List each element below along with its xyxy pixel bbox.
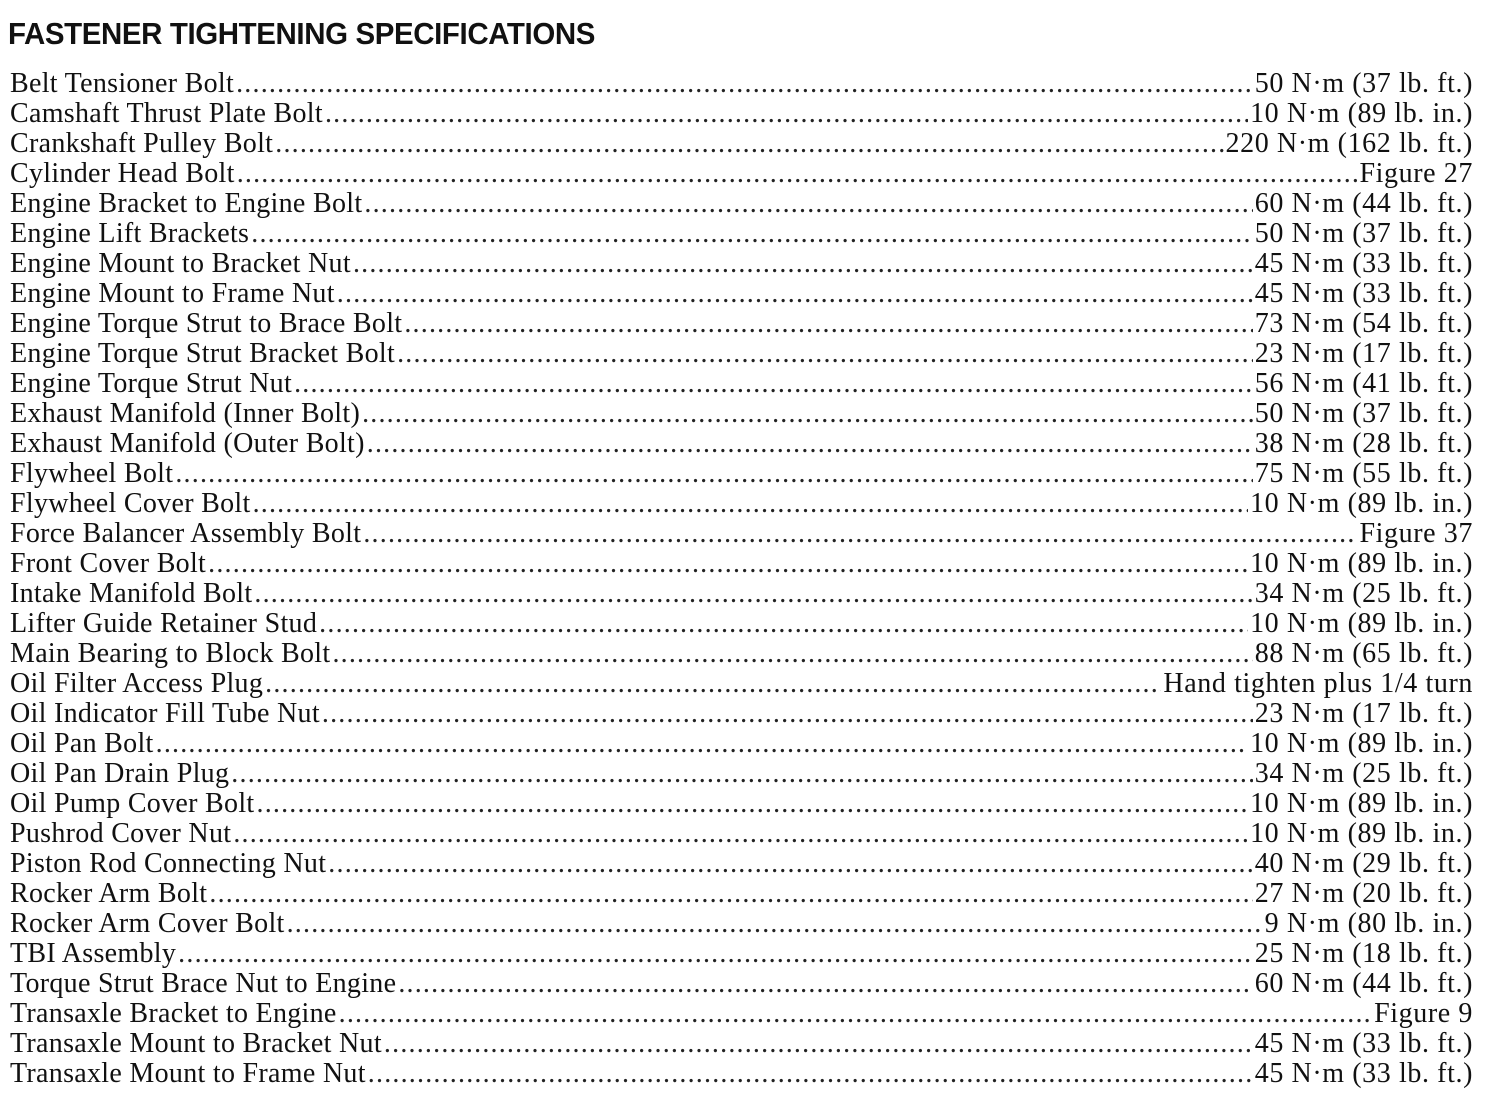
dot-leader <box>254 579 1252 609</box>
spec-row <box>10 639 1473 669</box>
spec-row <box>10 789 1473 819</box>
dot-leader <box>319 609 1248 639</box>
dot-leader <box>294 369 1253 399</box>
spec-value: 40 N·m (29 lb. ft.) <box>1254 849 1473 879</box>
spec-row <box>10 69 1473 99</box>
dot-leader <box>237 159 1358 189</box>
spec-name: Oil Pan Drain Plug <box>10 759 230 789</box>
spec-name: Torque Strut Brace Nut to Engine <box>10 969 397 999</box>
spec-row <box>10 549 1473 579</box>
spec-row <box>10 429 1473 459</box>
spec-value: 34 N·m (25 lb. ft.) <box>1254 579 1473 609</box>
dot-leader <box>325 99 1248 129</box>
spec-name: Oil Indicator Fill Tube Nut <box>10 699 320 729</box>
spec-row <box>10 819 1473 849</box>
spec-value: 10 N·m (89 lb. in.) <box>1250 789 1473 819</box>
dot-leader <box>257 789 1249 819</box>
spec-value: 45 N·m (33 lb. ft.) <box>1254 249 1473 279</box>
spec-name: Rocker Arm Bolt <box>10 879 208 909</box>
dot-leader <box>368 1059 1253 1089</box>
spec-name: Flywheel Cover Bolt <box>10 489 251 519</box>
spec-value: 34 N·m (25 lb. ft.) <box>1254 759 1473 789</box>
spec-name: Engine Mount to Bracket Nut <box>10 249 351 279</box>
spec-name: Main Bearing to Block Bolt <box>10 639 331 669</box>
spec-row <box>10 699 1473 729</box>
spec-value: 75 N·m (55 lb. ft.) <box>1254 459 1473 489</box>
spec-name: Engine Torque Strut to Brace Bolt <box>10 309 403 339</box>
dot-leader <box>231 759 1252 789</box>
dot-leader <box>175 459 1252 489</box>
dot-leader <box>332 639 1252 669</box>
spec-value: 27 N·m (20 lb. ft.) <box>1254 879 1473 909</box>
dot-leader <box>275 129 1223 159</box>
dot-leader <box>209 879 1252 909</box>
dot-leader <box>208 549 1248 579</box>
spec-row <box>10 759 1473 789</box>
dot-leader <box>353 249 1253 279</box>
spec-name: Transaxle Mount to Frame Nut <box>10 1059 366 1089</box>
dot-leader <box>362 399 1253 429</box>
spec-row <box>10 99 1473 129</box>
spec-row <box>10 189 1473 219</box>
dot-leader <box>236 69 1253 99</box>
spec-row <box>10 399 1473 429</box>
spec-row <box>10 939 1473 969</box>
spec-value: 88 N·m (65 lb. ft.) <box>1254 639 1473 669</box>
spec-name: Exhaust Manifold (Inner Bolt) <box>10 399 361 429</box>
dot-leader <box>156 729 1248 759</box>
spec-name: Engine Torque Strut Bracket Bolt <box>10 339 396 369</box>
dot-leader <box>397 339 1253 369</box>
spec-value: 10 N·m (89 lb. in.) <box>1250 99 1473 129</box>
spec-row <box>10 1029 1473 1059</box>
spec-row <box>10 219 1473 249</box>
spec-name: Cylinder Head Bolt <box>10 159 235 189</box>
spec-value: 45 N·m (33 lb. ft.) <box>1254 1029 1473 1059</box>
spec-name: TBI Assembly <box>10 939 177 969</box>
spec-name: Force Balancer Assembly Bolt <box>10 519 362 549</box>
spec-value: 56 N·m (41 lb. ft.) <box>1254 369 1473 399</box>
spec-row <box>10 339 1473 369</box>
dot-leader <box>363 519 1357 549</box>
spec-value: 38 N·m (28 lb. ft.) <box>1254 429 1473 459</box>
spec-value: 50 N·m (37 lb. ft.) <box>1254 69 1473 99</box>
spec-row <box>10 729 1473 759</box>
spec-value: 10 N·m (89 lb. in.) <box>1250 489 1473 519</box>
dot-leader <box>233 819 1248 849</box>
spec-name: Crankshaft Pulley Bolt <box>10 129 274 159</box>
spec-value: 50 N·m (37 lb. ft.) <box>1254 399 1473 429</box>
spec-row <box>10 609 1473 639</box>
spec-name: Camshaft Thrust Plate Bolt <box>10 99 323 129</box>
spec-row <box>10 909 1473 939</box>
spec-value: 50 N·m (37 lb. ft.) <box>1254 219 1473 249</box>
spec-name: Lifter Guide Retainer Stud <box>10 609 318 639</box>
spec-value: 45 N·m (33 lb. ft.) <box>1254 1059 1473 1089</box>
spec-value: 45 N·m (33 lb. ft.) <box>1254 279 1473 309</box>
spec-value: 60 N·m (44 lb. ft.) <box>1254 969 1473 999</box>
spec-value: 220 N·m (162 lb. ft.) <box>1225 129 1473 159</box>
spec-value: 10 N·m (89 lb. in.) <box>1250 819 1473 849</box>
spec-name: Belt Tensioner Bolt <box>10 69 235 99</box>
spec-name: Exhaust Manifold (Outer Bolt) <box>10 429 365 459</box>
spec-name: Front Cover Bolt <box>10 549 207 579</box>
spec-value: 9 N·m (80 lb. in.) <box>1264 909 1473 939</box>
spec-row <box>10 1059 1473 1089</box>
dot-leader <box>364 189 1252 219</box>
spec-name: Engine Bracket to Engine Bolt <box>10 189 363 219</box>
dot-leader <box>253 489 1248 519</box>
spec-value: Hand tighten plus 1/4 turn <box>1163 669 1473 699</box>
page-title: FASTENER TIGHTENING SPECIFICATIONS <box>8 16 596 51</box>
dot-leader <box>339 999 1372 1029</box>
dot-leader <box>404 309 1252 339</box>
spec-row <box>10 159 1473 189</box>
spec-name: Engine Mount to Frame Nut <box>10 279 335 309</box>
spec-row <box>10 369 1473 399</box>
spec-row <box>10 879 1473 909</box>
spec-row <box>10 459 1473 489</box>
spec-row <box>10 969 1473 999</box>
spec-value: 23 N·m (17 lb. ft.) <box>1254 339 1473 369</box>
spec-row <box>10 579 1473 609</box>
spec-row <box>10 669 1473 699</box>
dot-leader <box>398 969 1252 999</box>
spec-row <box>10 519 1473 549</box>
spec-row <box>10 279 1473 309</box>
spec-value: Figure 37 <box>1359 519 1473 549</box>
spec-value: 25 N·m (18 lb. ft.) <box>1254 939 1473 969</box>
spec-value: 60 N·m (44 lb. ft.) <box>1254 189 1473 219</box>
spec-value: 23 N·m (17 lb. ft.) <box>1254 699 1473 729</box>
dot-leader <box>178 939 1253 969</box>
spec-row <box>10 129 1473 159</box>
spec-row <box>10 489 1473 519</box>
spec-name: Flywheel Bolt <box>10 459 174 489</box>
dot-leader <box>322 699 1253 729</box>
spec-value: 10 N·m (89 lb. in.) <box>1250 729 1473 759</box>
dot-leader <box>384 1029 1253 1059</box>
spec-name: Oil Filter Access Plug <box>10 669 264 699</box>
spec-value: Figure 27 <box>1359 159 1473 189</box>
spec-name: Engine Lift Brackets <box>10 219 250 249</box>
dot-leader <box>337 279 1253 309</box>
spec-name: Transaxle Bracket to Engine <box>10 999 337 1029</box>
spec-name: Rocker Arm Cover Bolt <box>10 909 285 939</box>
spec-name: Oil Pan Bolt <box>10 729 154 759</box>
spec-name: Engine Torque Strut Nut <box>10 369 293 399</box>
spec-value: 73 N·m (54 lb. ft.) <box>1254 309 1473 339</box>
spec-row <box>10 999 1473 1029</box>
spec-name: Intake Manifold Bolt <box>10 579 253 609</box>
spec-row <box>10 309 1473 339</box>
dot-leader <box>287 909 1263 939</box>
dot-leader <box>367 429 1253 459</box>
dot-leader <box>265 669 1161 699</box>
spec-value: 10 N·m (89 lb. in.) <box>1250 609 1473 639</box>
spec-name: Piston Rod Connecting Nut <box>10 849 327 879</box>
spec-value: Figure 9 <box>1374 999 1473 1029</box>
dot-leader <box>251 219 1252 249</box>
spec-list <box>10 69 1473 1089</box>
dot-leader <box>328 849 1252 879</box>
spec-value: 10 N·m (89 lb. in.) <box>1250 549 1473 579</box>
spec-row <box>10 849 1473 879</box>
spec-name: Oil Pump Cover Bolt <box>10 789 255 819</box>
spec-row <box>10 249 1473 279</box>
spec-name: Transaxle Mount to Bracket Nut <box>10 1029 382 1059</box>
spec-name: Pushrod Cover Nut <box>10 819 232 849</box>
